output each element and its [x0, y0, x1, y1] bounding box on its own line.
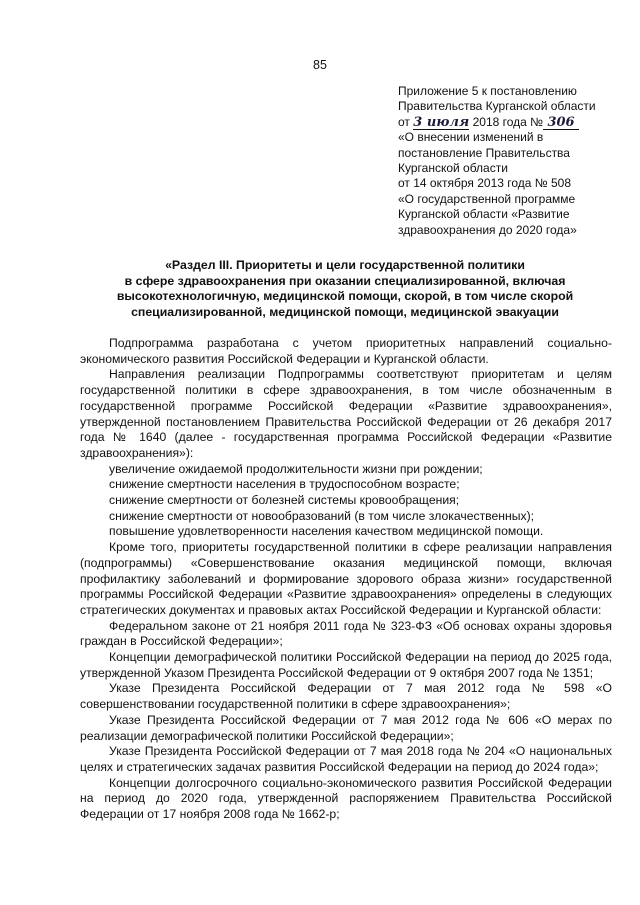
- list-item: снижение смертности населения в трудоспособном возрасте;: [109, 477, 460, 492]
- appendix-line: «О государственной программе: [398, 191, 576, 206]
- list-item: снижение смертности от новообразований (в том числе злокачественных);: [109, 508, 535, 523]
- paragraph: Федеральном законе от 21 ноября 2011 года № 323-ФЗ «Об основах охраны здоровья граждан в Российской Федерации»;: [80, 618, 612, 649]
- list-item: снижение смертности от болезней системы кровообращения;: [109, 493, 460, 508]
- appendix-line: Правительства Курганской области: [398, 99, 596, 114]
- list-item: увеличение ожидаемой продолжительности жизни при рождении;: [109, 461, 483, 476]
- paragraph: Концепции долгосрочного социально-экономического развития Российской Федерации на период до 2020 года, утвержденной распоряжением Правительства Российской Федерации от 17 ноября 2008 года № 1662-р;: [80, 775, 612, 822]
- year-text: 2018 года №: [472, 114, 544, 129]
- paragraph: Концепции демографической политики Российской Федерации на период до 2025 года, утвержденной Указом Президента Российской Федерации от 9 октября 2007 года № 1351;: [80, 650, 612, 680]
- document-body: [80, 336, 612, 823]
- appendix-line: здравоохранения до 2020 года»: [398, 222, 577, 237]
- paragraph: Указе Президента Российской Федерации от 7 мая 2018 года № 204 «О национальных целях и стратегических задачах развития Российской Федерации на период до 2024 года»;: [80, 744, 612, 774]
- section-title: [80, 258, 610, 320]
- section-title-line: «Раздел III. Приоритеты и цели государственной политики: [165, 258, 525, 272]
- appendix-line: от 14 октября 2013 года № 508: [398, 176, 572, 191]
- appendix-header: [398, 84, 624, 238]
- list-item: повышение удовлетворенности населения качеством медицинской помощи.: [109, 524, 544, 539]
- handwritten-date: 3 июля: [413, 114, 470, 130]
- appendix-line: «О внесении изменений в: [398, 130, 544, 145]
- paragraph: Направления реализации Подпрограммы соответствуют приоритетам и целям государственной политики в сфере здравоохранения, в том числе обозначенным в государственной программе Российской Федерации «Развитие здравоохранения», утвержденной постановлением Правительства Российской Федерации от 26 декабря 2017 года № 1640 (далее - государственная программа Российской Федерации «Развитие здравоохранения»):: [80, 367, 612, 460]
- paragraph: Кроме того, приоритеты государственной политики в сфере реализации направления (подпрограммы) «Совершенствование оказания медицинской помощи, включая профилактику заболеваний и формирование здорового образа жизни» государственной программы Российской Федерации «Развитие здравоохранения» определены в следующих стратегических документах и правовых актах Российской Федерации и Курганской области:: [80, 540, 612, 617]
- date-prefix: от: [398, 114, 410, 129]
- section-title-line: специализированной, медицинской помощи, медицинской эвакуации: [131, 304, 559, 319]
- appendix-line: Курганской области «Развитие: [398, 207, 570, 222]
- page-number: 85: [313, 58, 327, 72]
- appendix-date-line: [398, 115, 624, 130]
- appendix-line: Приложение 5 к постановлению: [398, 84, 577, 98]
- section-title-line: в сфере здравоохранения при оказании специализированной, включая: [124, 273, 566, 288]
- handwritten-number: 306: [543, 116, 579, 130]
- paragraph: Подпрограмма разработана с учетом приоритетных направлений социально-экономического развития Российской Федерации и Курганской области.: [80, 336, 612, 366]
- appendix-line: Курганской области: [398, 161, 508, 176]
- paragraph: Указе Президента Российской Федерации от 7 мая 2012 года № 598 «О совершенствовании государственной политики в сфере здравоохранения»;: [80, 681, 612, 712]
- section-title-line: высокотехнологичную, медицинской помощи, скорой, в том числе скорой: [116, 289, 574, 304]
- paragraph: Указе Президента Российской Федерации от 7 мая 2012 года № 606 «О мерах по реализации демографической политики Российской Федерации»;: [80, 712, 612, 743]
- appendix-line: постановление Правительства: [398, 145, 570, 160]
